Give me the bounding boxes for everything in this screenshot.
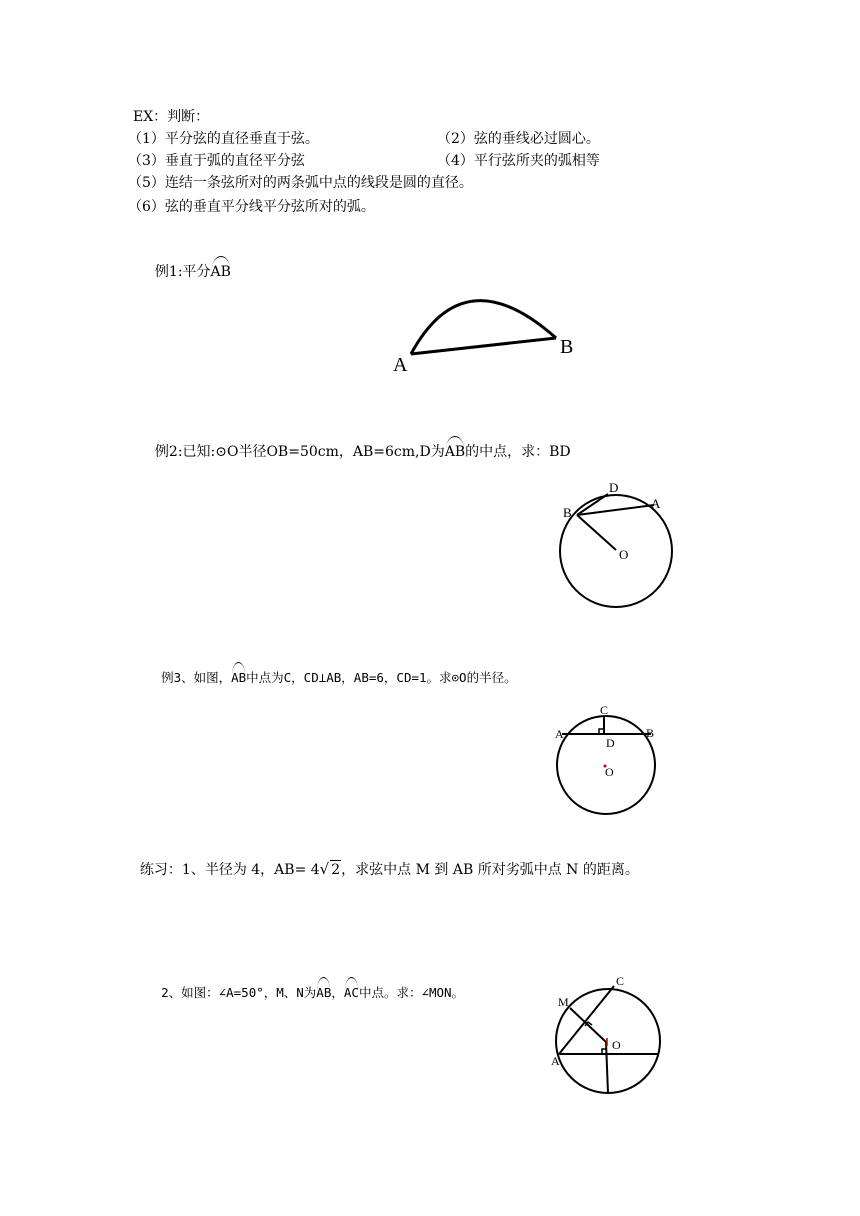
example3-label-o: O: [605, 765, 614, 779]
example1-chord-ab: [411, 338, 556, 354]
practice2-label-o: O: [612, 1038, 621, 1052]
practice2-segment-om: [570, 1008, 606, 1042]
ex-item-2: （2）弦的垂线必过圆心。: [437, 131, 600, 147]
practice2-text: [146, 966, 464, 1002]
example3-label-b: B: [646, 726, 655, 740]
ex-item-3: （3）垂直于弧的直径平分弦: [128, 153, 305, 169]
example1-arc-ab: AB: [210, 264, 231, 280]
example1-label-b: B: [560, 336, 574, 358]
example3-arc-ab: AB: [231, 670, 247, 685]
example2-suffix: 的中点，求：BD: [465, 444, 571, 460]
example2-prefix: 例2:已知:⊙O半径OB=50cm，AB=6cm,D为: [154, 444, 445, 460]
example2-label-b: B: [563, 505, 572, 520]
example3-text: [146, 651, 517, 687]
example1-text: [146, 245, 231, 281]
practice2-label-m: M: [558, 995, 569, 1009]
example3-label-a: A: [555, 727, 564, 741]
practice1-text: 练习：1、半径为 4，AB= 4√ 2，求弦中点 M 到 AB 所对劣弧中点 N 的距离。: [139, 860, 639, 878]
practice2-prefix: 2、如图：∠A=50°，M、N为: [161, 985, 317, 1000]
example2-text: [146, 425, 571, 461]
example2-label-d: D: [609, 480, 619, 495]
practice2-label-a: A: [551, 1054, 560, 1068]
example3-figure: [545, 700, 675, 820]
practice1-radicand: 2: [331, 862, 341, 878]
practice1-suffix: ，求弦中点 M 到 AB 所对劣弧中点 N 的距离。: [341, 862, 639, 878]
ex-item-5: （5）连结一条弦所对的两条弧中点的线段是圆的直径。: [128, 175, 473, 191]
example3-suffix: 中点为C，CD⊥AB，AB=6，CD=1。求⊙O的半径。: [246, 670, 517, 685]
example2-label-o: O: [619, 547, 629, 562]
example3-label-c: C: [600, 703, 609, 717]
practice2-suffix: 中点。求：∠MON。: [358, 985, 465, 1000]
example3-prefix: 例3、如图，: [161, 670, 232, 685]
example1-prefix: 例1:平分: [154, 264, 211, 280]
practice2-figure: [545, 970, 675, 1100]
example2-arc-ab: AB: [444, 444, 466, 460]
example3-label-d: D: [606, 736, 615, 750]
ex-item-6: （6）弦的垂直平分线平分弦所对的弧。: [128, 199, 375, 215]
example2-circle: [560, 495, 672, 607]
practice1-prefix: 练习：1、半径为 4，AB= 4: [139, 862, 320, 878]
practice2-arc-ac: AC: [343, 985, 359, 1000]
example2-radius-ob: [577, 515, 616, 550]
example1-label-a: A: [393, 354, 408, 376]
example1-figure: [380, 290, 600, 380]
ex-item-4: （4）平行弦所夹的弧相等: [437, 153, 600, 169]
example2-label-a: A: [651, 496, 661, 511]
ex-item-1: （1）平分弦的直径垂直于弦。: [128, 131, 319, 147]
practice2-sep: ，: [331, 985, 344, 1000]
example2-figure: [545, 475, 685, 615]
ex-title: EX：判断：: [133, 109, 210, 125]
practice2-label-c: C: [616, 974, 625, 988]
practice2-arc-ab: AB: [316, 985, 332, 1000]
